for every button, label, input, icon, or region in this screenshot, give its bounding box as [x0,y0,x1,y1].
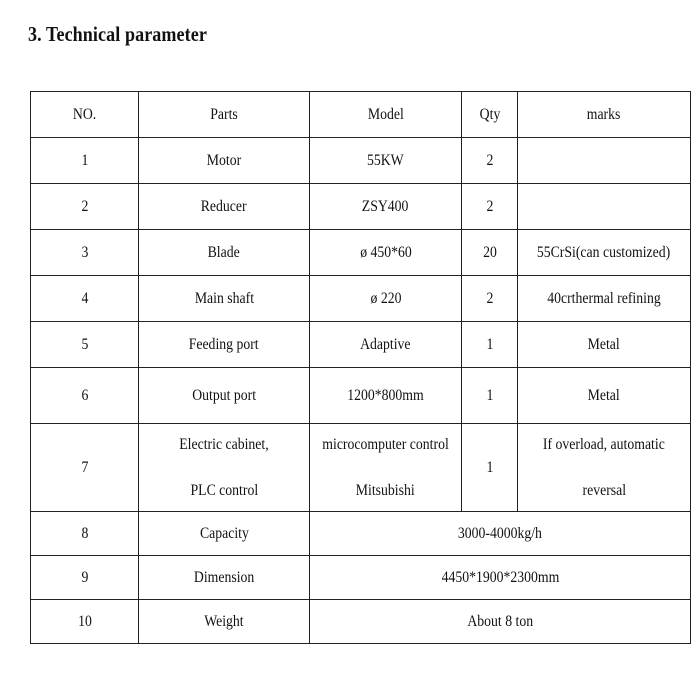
table-header-row [31,92,691,138]
cell-part: Feeding port [139,322,310,368]
cell-qty: 1 [462,322,518,368]
cell-no: 4 [31,276,139,322]
header-parts: Parts [139,92,310,138]
cell-no: 1 [31,138,139,184]
cell-model: ø 220 [310,276,462,322]
cell-marks: Metal [518,322,691,368]
cell-part: Reducer [139,184,310,230]
cell-qty: 2 [462,138,518,184]
cell-part: Weight [139,600,310,644]
cell-model: 1200*800mm [310,368,462,424]
cell-part-line: PLC control [190,482,258,500]
table-row [31,424,691,512]
cell-part: Motor [139,138,310,184]
table-row [31,230,691,276]
cell-part: Dimension [139,556,310,600]
cell-model: 55KW [310,138,462,184]
cell-no: 3 [31,230,139,276]
table-row [31,556,691,600]
cell-marks [518,184,691,230]
cell-marks-line: reversal [582,482,626,500]
cell-model [310,424,462,512]
cell-marks: 40crthermal refining [518,276,691,322]
header-model: Model [310,92,462,138]
cell-model: ø 450*60 [310,230,462,276]
cell-value: About 8 ton [310,600,691,644]
cell-part: Output port [139,368,310,424]
cell-qty: 20 [462,230,518,276]
cell-part: Capacity [139,512,310,556]
table-row [31,368,691,424]
cell-model-line: Mitsubishi [356,482,415,500]
cell-qty: 2 [462,276,518,322]
cell-qty: 1 [462,424,518,512]
cell-qty: 1 [462,368,518,424]
cell-no: 10 [31,600,139,644]
table-row [31,600,691,644]
table-row [31,512,691,556]
cell-value: 4450*1900*2300mm [310,556,691,600]
technical-parameter-table [30,91,691,644]
table-row [31,322,691,368]
cell-part: Blade [139,230,310,276]
table-row [31,138,691,184]
cell-no: 8 [31,512,139,556]
header-qty: Qty [462,92,518,138]
cell-model: ZSY400 [310,184,462,230]
header-marks: marks [518,92,691,138]
cell-no: 2 [31,184,139,230]
cell-no: 6 [31,368,139,424]
header-no: NO. [31,92,139,138]
cell-no: 9 [31,556,139,600]
section-heading: 3. Technical parameter [28,22,207,46]
cell-marks-line: If overload, automatic [543,435,665,453]
cell-marks: 55CrSi(can customized) [518,230,691,276]
cell-value: 3000-4000kg/h [310,512,691,556]
cell-part [139,424,310,512]
cell-no: 7 [31,424,139,512]
cell-marks [518,424,691,512]
cell-marks: Metal [518,368,691,424]
cell-no: 5 [31,322,139,368]
table-row [31,276,691,322]
cell-model: Adaptive [310,322,462,368]
cell-part: Main shaft [139,276,310,322]
cell-part-line: Electric cabinet, [179,435,269,453]
cell-marks [518,138,691,184]
table-row [31,184,691,230]
cell-qty: 2 [462,184,518,230]
cell-model-line: microcomputer control [322,435,449,453]
